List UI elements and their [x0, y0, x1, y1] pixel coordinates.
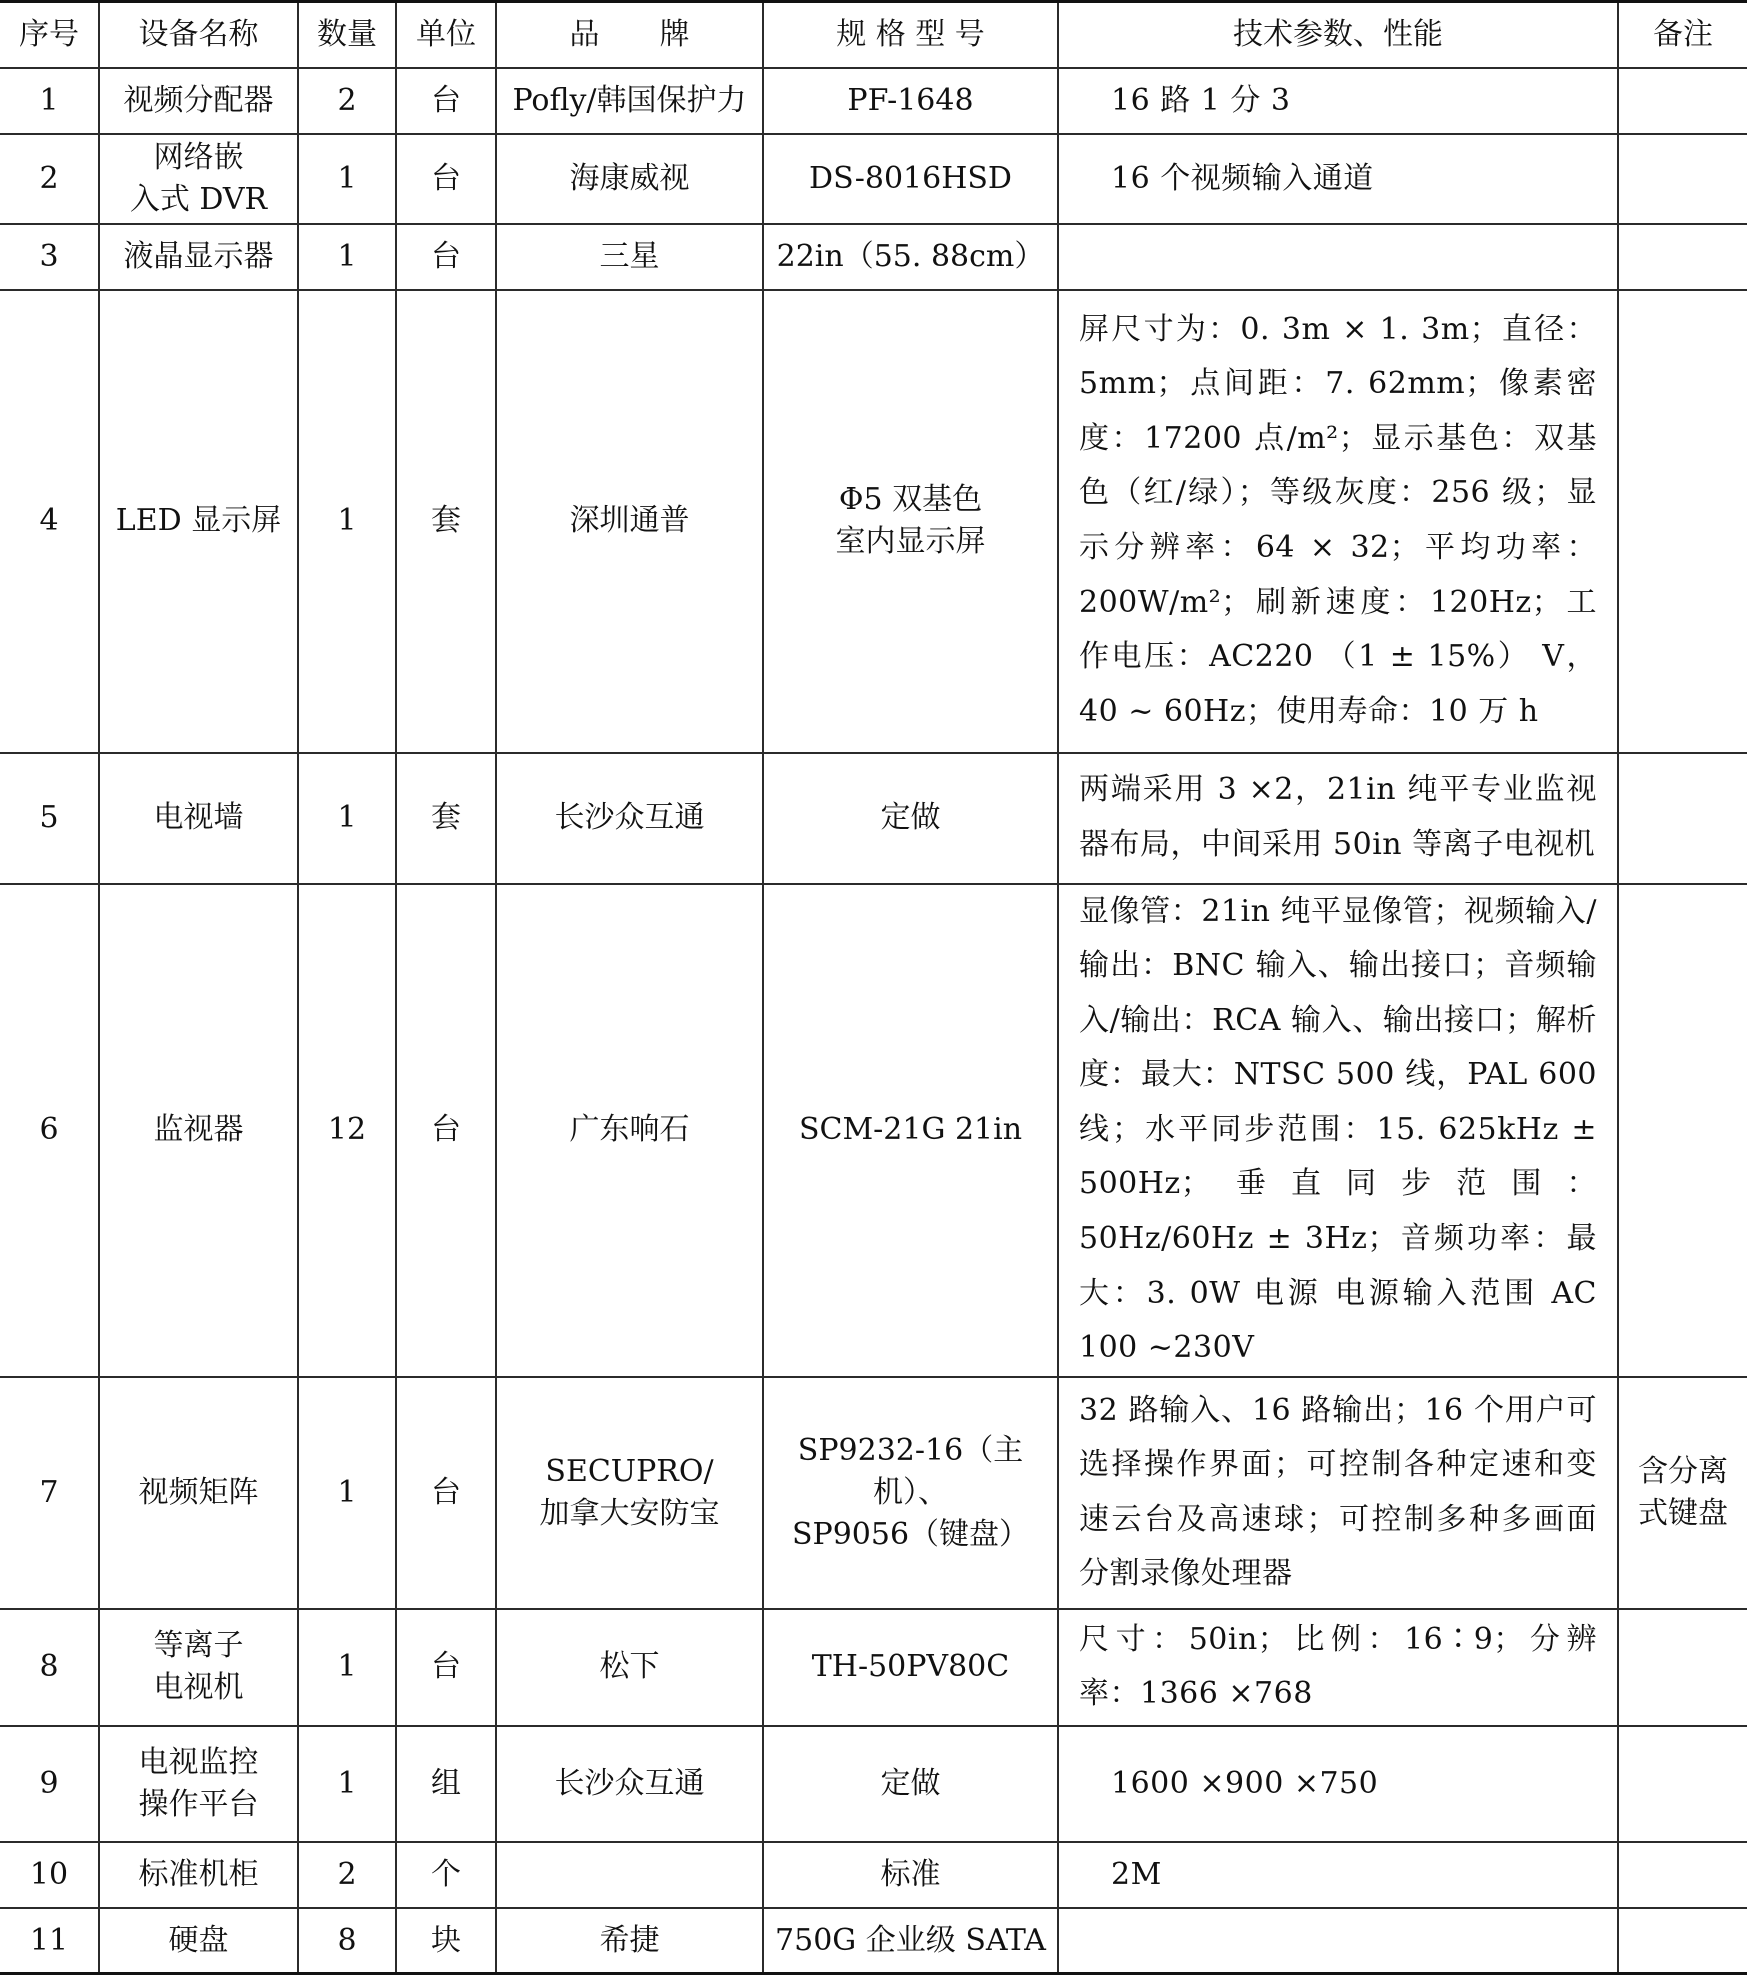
- cell-qty: 8: [298, 1908, 396, 1974]
- header-qty: 数量: [298, 2, 396, 68]
- cell-brand: 深圳通普: [496, 290, 763, 753]
- cell-brand: [496, 1842, 763, 1908]
- cell-model: SCM-21G 21in: [763, 884, 1058, 1377]
- cell-model: 750G 企业级 SATA: [763, 1908, 1058, 1974]
- cell-qty: 1: [298, 753, 396, 884]
- cell-brand: 希捷: [496, 1908, 763, 1974]
- cell-params: 32 路输入、16 路输出；16 个用户可选择操作界面；可控制各种定速和变速云台及高速球；可控制多种多画面分割录像处理器: [1058, 1377, 1618, 1609]
- cell-params: 1600 ×900 ×750: [1058, 1726, 1618, 1842]
- cell-no: 1: [0, 68, 99, 134]
- cell-unit: 台: [396, 884, 496, 1377]
- cell-unit: 块: [396, 1908, 496, 1974]
- cell-name: 液晶显示器: [99, 224, 298, 290]
- cell-model: 22in（55. 88cm）: [763, 224, 1058, 290]
- cell-qty: 2: [298, 1842, 396, 1908]
- header-brand: 品 牌: [496, 2, 763, 68]
- cell-name: 标准机柜: [99, 1842, 298, 1908]
- cell-unit: 个: [396, 1842, 496, 1908]
- cell-model: SP9232-16（主机）、 SP9056（键盘）: [763, 1377, 1058, 1609]
- cell-no: 10: [0, 1842, 99, 1908]
- cell-unit: 组: [396, 1726, 496, 1842]
- cell-brand: 长沙众互通: [496, 1726, 763, 1842]
- cell-note: [1618, 134, 1747, 224]
- cell-name: LED 显示屏: [99, 290, 298, 753]
- cell-no: 4: [0, 290, 99, 753]
- cell-brand: 松下: [496, 1609, 763, 1726]
- cell-model: 标准: [763, 1842, 1058, 1908]
- cell-model: 定做: [763, 753, 1058, 884]
- cell-params: 两端采用 3 ×2，21in 纯平专业监视器布局，中间采用 50in 等离子电视机: [1058, 753, 1618, 884]
- cell-unit: 台: [396, 68, 496, 134]
- header-model: 规 格 型 号: [763, 2, 1058, 68]
- cell-name: 监视器: [99, 884, 298, 1377]
- cell-brand: 三星: [496, 224, 763, 290]
- cell-model: PF-1648: [763, 68, 1058, 134]
- table-row: [0, 1377, 1747, 1609]
- cell-params: 屏尺寸为：0. 3m × 1. 3m；直径：5mm；点间距：7. 62mm；像素密度：17200 点/m²；显示基色：双基色（红/绿）；等级灰度：256 级；显示分辨率：64 × 32；平均功率：200W/m²；刷新速度：120Hz；工作电压：AC220 （1 ± 15%） V，40 ~ 60Hz；使用寿命：10 万 h: [1058, 290, 1618, 753]
- cell-unit: 台: [396, 134, 496, 224]
- cell-name: 视频分配器: [99, 68, 298, 134]
- header-row: [0, 2, 1747, 68]
- table-row: [0, 224, 1747, 290]
- cell-model: Φ5 双基色 室内显示屏: [763, 290, 1058, 753]
- cell-note: [1618, 68, 1747, 134]
- cell-model: DS-8016HSD: [763, 134, 1058, 224]
- cell-model: TH-50PV80C: [763, 1609, 1058, 1726]
- cell-note: [1618, 224, 1747, 290]
- table-row: [0, 1726, 1747, 1842]
- cell-note: 含分离 式键盘: [1618, 1377, 1747, 1609]
- cell-note: [1618, 884, 1747, 1377]
- cell-brand: 长沙众互通: [496, 753, 763, 884]
- cell-params: [1058, 1908, 1618, 1974]
- cell-qty: 1: [298, 290, 396, 753]
- cell-no: 9: [0, 1726, 99, 1842]
- table-row: [0, 884, 1747, 1377]
- cell-unit: 套: [396, 290, 496, 753]
- cell-qty: 1: [298, 224, 396, 290]
- cell-brand: 海康威视: [496, 134, 763, 224]
- table-row: [0, 1908, 1747, 1974]
- cell-note: [1618, 1908, 1747, 1974]
- cell-no: 2: [0, 134, 99, 224]
- cell-no: 5: [0, 753, 99, 884]
- cell-brand: 广东响石: [496, 884, 763, 1377]
- cell-no: 11: [0, 1908, 99, 1974]
- cell-params: 尺寸：50in；比例：16∶9；分辨率：1366 ×768: [1058, 1609, 1618, 1726]
- cell-no: 3: [0, 224, 99, 290]
- cell-qty: 1: [298, 1726, 396, 1842]
- cell-params: 16 路 1 分 3: [1058, 68, 1618, 134]
- table-row: [0, 1609, 1747, 1726]
- table-row: [0, 290, 1747, 753]
- cell-params: 16 个视频输入通道: [1058, 134, 1618, 224]
- table-row: [0, 68, 1747, 134]
- cell-model: 定做: [763, 1726, 1058, 1842]
- cell-unit: 套: [396, 753, 496, 884]
- cell-note: [1618, 1726, 1747, 1842]
- cell-name: 等离子 电视机: [99, 1609, 298, 1726]
- table-row: [0, 753, 1747, 884]
- cell-unit: 台: [396, 224, 496, 290]
- cell-name: 网络嵌 入式 DVR: [99, 134, 298, 224]
- cell-params: 2M: [1058, 1842, 1618, 1908]
- cell-name: 电视监控 操作平台: [99, 1726, 298, 1842]
- cell-note: [1618, 753, 1747, 884]
- header-name: 设备名称: [99, 2, 298, 68]
- header-no: 序号: [0, 2, 99, 68]
- cell-qty: 12: [298, 884, 396, 1377]
- cell-qty: 1: [298, 134, 396, 224]
- cell-brand: SECUPRO/ 加拿大安防宝: [496, 1377, 763, 1609]
- header-params: 技术参数、性能: [1058, 2, 1618, 68]
- cell-brand: Pofly/韩国保护力: [496, 68, 763, 134]
- header-note: 备注: [1618, 2, 1747, 68]
- cell-note: [1618, 290, 1747, 753]
- table-row: [0, 134, 1747, 224]
- cell-unit: 台: [396, 1377, 496, 1609]
- cell-name: 硬盘: [99, 1908, 298, 1974]
- cell-qty: 2: [298, 68, 396, 134]
- cell-note: [1618, 1609, 1747, 1726]
- cell-note: [1618, 1842, 1747, 1908]
- cell-name: 电视墙: [99, 753, 298, 884]
- cell-name: 视频矩阵: [99, 1377, 298, 1609]
- header-unit: 单位: [396, 2, 496, 68]
- cell-no: 7: [0, 1377, 99, 1609]
- cell-no: 6: [0, 884, 99, 1377]
- cell-no: 8: [0, 1609, 99, 1726]
- table-row: [0, 1842, 1747, 1908]
- cell-unit: 台: [396, 1609, 496, 1726]
- cell-qty: 1: [298, 1377, 396, 1609]
- cell-params: [1058, 224, 1618, 290]
- cell-qty: 1: [298, 1609, 396, 1726]
- cell-params: 显像管：21in 纯平显像管；视频输入/输出：BNC 输入、输出接口；音频输入/输出：RCA 输入、输出接口；解析度：最大：NTSC 500 线，PAL 600 线；水平同步范围：15. 625kHz ± 500Hz；垂直同步范围：50Hz/60Hz ± 3Hz；音频功率：最大：3. 0W 电源 电源输入范围 AC 100 ~230V: [1058, 884, 1618, 1377]
